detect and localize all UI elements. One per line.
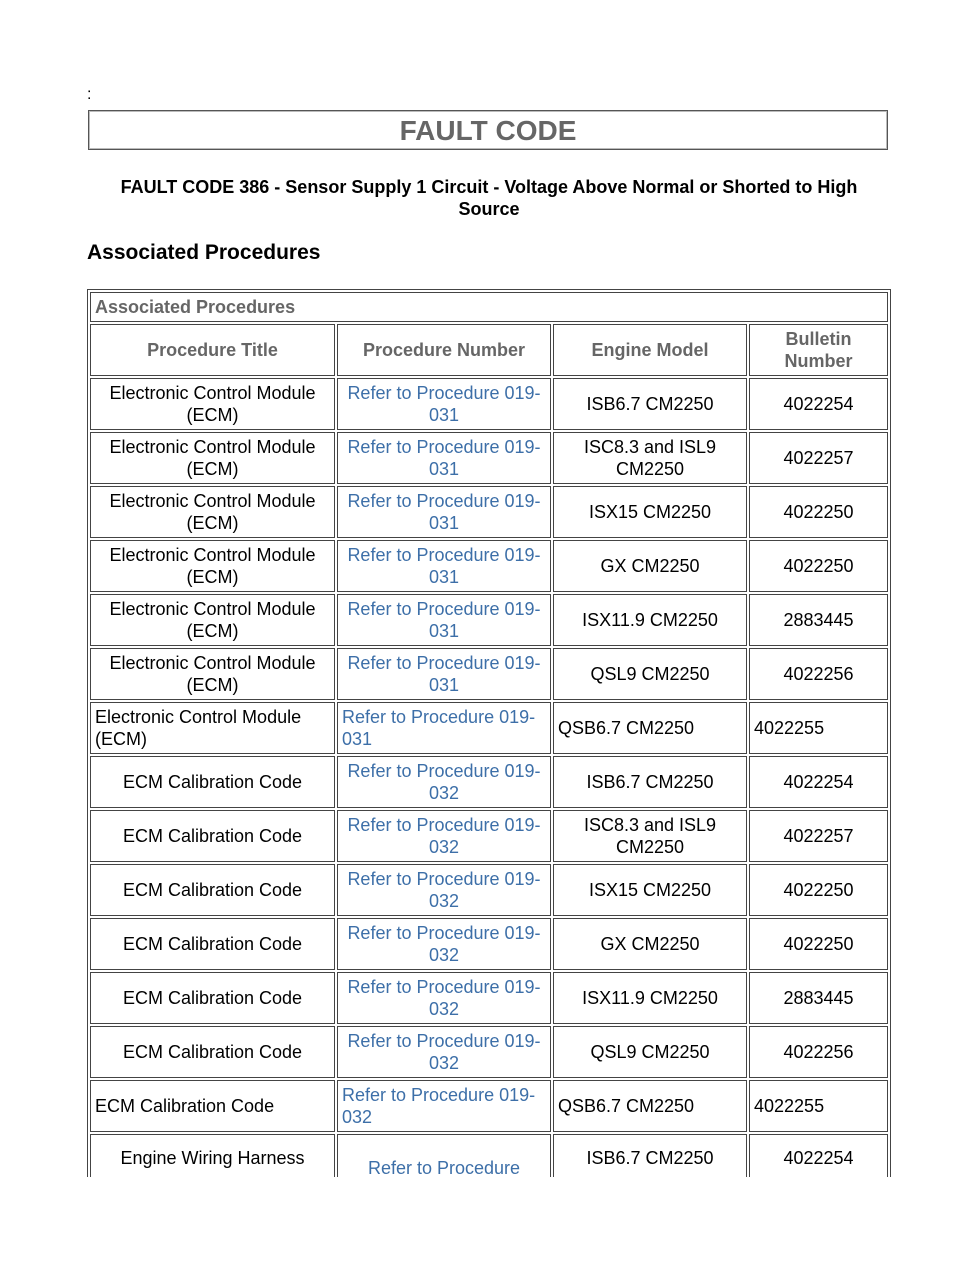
fault-code-heading: FAULT CODE 386 - Sensor Supply 1 Circuit - Voltage Above Normal or Shorted to High Source — [120, 177, 858, 219]
procedure-title-cell: Electronic Control Module (ECM) — [90, 432, 335, 484]
procedure-title-cell: ECM Calibration Code — [90, 972, 335, 1024]
table-caption: Associated Procedures — [90, 292, 888, 322]
procedure-title-cell: ECM Calibration Code — [90, 1026, 335, 1078]
engine-model-cell: GX CM2250 — [553, 918, 747, 970]
procedure-link[interactable]: Refer to Procedure 019-031 — [337, 648, 551, 700]
bulletin-number-cell: 2883445 — [749, 972, 888, 1024]
procedure-link[interactable]: Refer to Procedure 019-031 — [337, 594, 551, 646]
associated-procedures-table-container — [87, 289, 891, 1177]
procedure-link[interactable]: Refer to Procedure 019-031 — [337, 540, 551, 592]
table-row — [90, 810, 888, 862]
table-row — [90, 972, 888, 1024]
procedure-title-cell: ECM Calibration Code — [90, 810, 335, 862]
bulletin-number-cell: 4022254 — [749, 378, 888, 430]
bulletin-number-cell: 4022250 — [749, 540, 888, 592]
engine-model-cell: ISX15 CM2250 — [553, 864, 747, 916]
engine-model-cell: ISC8.3 and ISL9 CM2250 — [553, 432, 747, 484]
table-row — [90, 756, 888, 808]
procedure-link[interactable]: Refer to Procedure 019-032 — [337, 810, 551, 862]
bulletin-number-cell: 4022255 — [749, 1080, 888, 1132]
procedure-title-cell: Electronic Control Module (ECM) — [90, 378, 335, 430]
engine-model-cell: QSB6.7 CM2250 — [553, 1080, 747, 1132]
associated-procedures-table — [87, 289, 891, 1177]
table-row — [90, 1026, 888, 1078]
engine-model-cell: QSL9 CM2250 — [553, 1026, 747, 1078]
bulletin-number-cell: 4022254 — [749, 756, 888, 808]
header-engine-model: Engine Model — [553, 324, 747, 376]
header-procedure-number: Procedure Number — [337, 324, 551, 376]
engine-model-cell: ISB6.7 CM2250 — [553, 756, 747, 808]
table-row — [90, 702, 888, 754]
table-row — [90, 918, 888, 970]
bulletin-number-cell: 2883445 — [749, 594, 888, 646]
procedure-link[interactable]: Refer to Procedure 019-032 — [337, 972, 551, 1024]
header-bulletin-number: Bulletin Number — [749, 324, 888, 376]
procedure-link[interactable]: Refer to Procedure 019-031 — [337, 702, 551, 754]
bulletin-number-cell: 4022250 — [749, 918, 888, 970]
bulletin-number-cell: 4022250 — [749, 864, 888, 916]
procedure-link[interactable]: Refer to Procedure 019-031 — [337, 432, 551, 484]
engine-model-cell: ISX11.9 CM2250 — [553, 972, 747, 1024]
table-row — [90, 540, 888, 592]
procedure-link[interactable]: Refer to Procedure 019-032 — [337, 756, 551, 808]
bulletin-number-cell: 4022257 — [749, 432, 888, 484]
procedure-link[interactable]: Refer to Procedure 019-032 — [337, 864, 551, 916]
table-row — [90, 1134, 888, 1177]
table-row — [90, 1080, 888, 1132]
procedure-link[interactable]: Refer to Procedure — [337, 1134, 551, 1177]
engine-model-cell: ISX11.9 CM2250 — [553, 594, 747, 646]
bulletin-number-cell: 4022256 — [749, 648, 888, 700]
procedure-link[interactable]: Refer to Procedure 019-031 — [337, 486, 551, 538]
procedure-link[interactable]: Refer to Procedure 019-032 — [337, 918, 551, 970]
page-title: FAULT CODE — [88, 110, 888, 150]
table-row — [90, 378, 888, 430]
bulletin-number-cell: 4022250 — [749, 486, 888, 538]
engine-model-cell: GX CM2250 — [553, 540, 747, 592]
procedure-title-cell: ECM Calibration Code — [90, 918, 335, 970]
header-procedure-title: Procedure Title — [90, 324, 335, 376]
procedure-title-cell: Engine Wiring Harness — [90, 1134, 335, 1177]
procedure-title-cell: ECM Calibration Code — [90, 756, 335, 808]
procedure-title-cell: ECM Calibration Code — [90, 864, 335, 916]
table-row — [90, 486, 888, 538]
table-header-row — [90, 324, 888, 376]
procedure-title-cell: Electronic Control Module (ECM) — [90, 540, 335, 592]
table-row — [90, 594, 888, 646]
procedure-link[interactable]: Refer to Procedure 019-032 — [337, 1026, 551, 1078]
procedure-link[interactable]: Refer to Procedure 019-031 — [337, 378, 551, 430]
table-row — [90, 648, 888, 700]
bulletin-number-cell: 4022255 — [749, 702, 888, 754]
engine-model-cell: ISB6.7 CM2250 — [553, 1134, 747, 1177]
page-prefix-colon: : — [87, 86, 92, 103]
procedure-link[interactable]: Refer to Procedure 019-032 — [337, 1080, 551, 1132]
procedure-title-cell: Electronic Control Module (ECM) — [90, 648, 335, 700]
procedure-title-cell: Electronic Control Module (ECM) — [90, 702, 335, 754]
procedure-title-cell: Electronic Control Module (ECM) — [90, 486, 335, 538]
engine-model-cell: ISC8.3 and ISL9 CM2250 — [553, 810, 747, 862]
engine-model-cell: QSL9 CM2250 — [553, 648, 747, 700]
procedure-title-cell: ECM Calibration Code — [90, 1080, 335, 1132]
procedure-title-cell: Electronic Control Module (ECM) — [90, 594, 335, 646]
engine-model-cell: ISB6.7 CM2250 — [553, 378, 747, 430]
table-caption-row — [90, 292, 888, 322]
table-row — [90, 864, 888, 916]
table-row — [90, 432, 888, 484]
section-heading: Associated Procedures — [87, 241, 321, 264]
bulletin-number-cell: 4022256 — [749, 1026, 888, 1078]
bulletin-number-cell: 4022254 — [749, 1134, 888, 1177]
bulletin-number-cell: 4022257 — [749, 810, 888, 862]
engine-model-cell: ISX15 CM2250 — [553, 486, 747, 538]
engine-model-cell: QSB6.7 CM2250 — [553, 702, 747, 754]
